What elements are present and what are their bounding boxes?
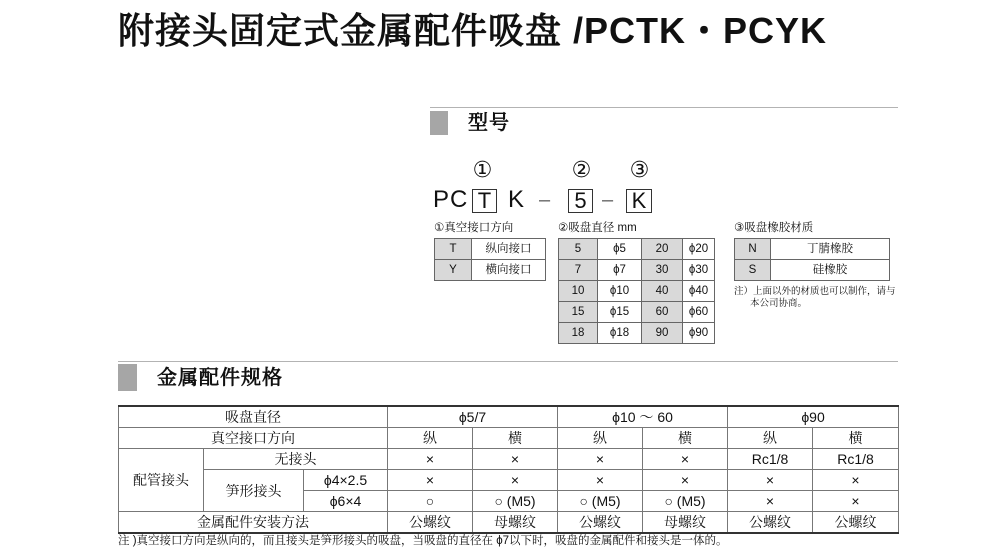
- spec-value-cell: ×: [813, 470, 899, 491]
- direction-cell: 横: [473, 428, 558, 449]
- table-row: [559, 302, 715, 323]
- spec-header-cell: 真空接口方向: [119, 428, 388, 449]
- table-row: [735, 239, 890, 260]
- material-label-cell: 硅橡胶: [771, 260, 890, 281]
- diameter-code-cell: 10: [559, 281, 598, 302]
- diameter-code-cell: 7: [559, 260, 598, 281]
- material-caption: ③吸盘橡胶材质: [734, 222, 814, 234]
- spec-value-cell: ○ (M5): [558, 491, 643, 512]
- material-label-cell: 丁腈橡胶: [771, 239, 890, 260]
- diameter-code-cell: 15: [559, 302, 598, 323]
- spec-value-cell: ×: [558, 470, 643, 491]
- spec-value-cell: ×: [813, 491, 899, 512]
- spec-header-cell: 配管接头: [119, 449, 204, 512]
- spec-header-cell: ϕ4×2.5: [304, 470, 388, 491]
- material-note-line-2: 本公司协商。: [750, 298, 808, 309]
- spec-value-cell: ×: [643, 449, 728, 470]
- spec-value-cell: ×: [473, 449, 558, 470]
- spec-value-cell: 公螺纹: [813, 512, 899, 534]
- code-box-port: T: [472, 189, 497, 213]
- spec-value-cell: ×: [728, 470, 813, 491]
- table-row: [435, 260, 546, 281]
- table-row: [435, 239, 546, 260]
- spec-value-cell: ×: [388, 470, 473, 491]
- page-title: 附接头固定式金属配件吸盘 /PCTK・PCYK: [118, 10, 828, 51]
- direction-cell: 纵: [558, 428, 643, 449]
- spec-row-barb-1: [119, 470, 899, 491]
- pad-diameter-caption: ②吸盘直径 mm: [558, 222, 637, 234]
- spec-value-cell: Rc1/8: [728, 449, 813, 470]
- footnote: 注 )真空接口方向是纵向的，而且接头是笋形接头的吸盘，当吸盘的直径在 ϕ7以下时，吸盘的金属配件和接头是一体的。: [118, 535, 728, 547]
- diameter-code-cell: 40: [642, 281, 683, 302]
- diameter-value-cell: ϕ40: [683, 281, 715, 302]
- spec-header-cell: 无接头: [204, 449, 388, 470]
- model-section-marker: [430, 111, 448, 135]
- fitting-section-marker: [118, 364, 137, 391]
- direction-cell: 纵: [388, 428, 473, 449]
- port-code-cell: T: [435, 239, 472, 260]
- code-marker-1: ①: [472, 158, 493, 183]
- diameter-code-cell: 18: [559, 323, 598, 344]
- model-section-rule: [430, 107, 898, 108]
- spec-row-no-fitting: [119, 449, 899, 470]
- spec-value-cell: 公螺纹: [388, 512, 473, 534]
- code-prefix: PC: [433, 186, 469, 213]
- code-marker-2: ②: [571, 158, 592, 183]
- port-code-cell: Y: [435, 260, 472, 281]
- code-dash: –: [602, 189, 615, 211]
- diameter-code-cell: 90: [642, 323, 683, 344]
- spec-value-cell: ○: [388, 491, 473, 512]
- table-row: [559, 281, 715, 302]
- spec-value-cell: 母螺纹: [473, 512, 558, 534]
- diameter-group-cell: ϕ5/7: [388, 406, 558, 428]
- spec-row-diameter: [119, 406, 899, 428]
- spec-value-cell: ×: [643, 470, 728, 491]
- model-heading: 型号: [468, 112, 510, 134]
- code-dash: –: [539, 189, 552, 211]
- code-fixed-letter: K: [508, 186, 526, 213]
- spec-header-cell: 金属配件安装方法: [119, 512, 388, 534]
- spec-value-cell: 母螺纹: [643, 512, 728, 534]
- spec-row-direction: [119, 428, 899, 449]
- diameter-value-cell: ϕ18: [598, 323, 642, 344]
- diameter-group-cell: ϕ10 ～ 60: [558, 406, 728, 428]
- table-row: [559, 260, 715, 281]
- diameter-code-cell: 30: [642, 260, 683, 281]
- spec-row-mounting: [119, 512, 899, 534]
- fitting-spec-table: [118, 405, 899, 534]
- fitting-section-rule: [118, 361, 898, 362]
- material-code-cell: S: [735, 260, 771, 281]
- fitting-heading: 金属配件规格: [157, 367, 283, 389]
- diameter-code-cell: 20: [642, 239, 683, 260]
- port-label-cell: 横向接口: [472, 260, 546, 281]
- spec-header-cell: 笋形接头: [204, 470, 304, 512]
- spec-value-cell: ×: [728, 491, 813, 512]
- diameter-value-cell: ϕ90: [683, 323, 715, 344]
- table-row: [735, 260, 890, 281]
- diameter-code-cell: 5: [559, 239, 598, 260]
- diameter-value-cell: ϕ15: [598, 302, 642, 323]
- spec-value-cell: 公螺纹: [558, 512, 643, 534]
- spec-value-cell: 公螺纹: [728, 512, 813, 534]
- direction-cell: 纵: [728, 428, 813, 449]
- diameter-value-cell: ϕ60: [683, 302, 715, 323]
- code-box-diameter: 5: [568, 189, 593, 213]
- direction-cell: 横: [643, 428, 728, 449]
- spec-value-cell: ○ (M5): [643, 491, 728, 512]
- diameter-value-cell: ϕ30: [683, 260, 715, 281]
- table-row: [559, 323, 715, 344]
- direction-cell: 横: [813, 428, 899, 449]
- port-direction-caption: ①真空接口方向: [434, 222, 514, 234]
- port-label-cell: 纵向接口: [472, 239, 546, 260]
- diameter-code-cell: 60: [642, 302, 683, 323]
- code-marker-3: ③: [629, 158, 650, 183]
- spec-value-cell: ○ (M5): [473, 491, 558, 512]
- table-row: [559, 239, 715, 260]
- material-note-line-1: 注）上面以外的材质也可以制作，请与: [734, 286, 896, 297]
- diameter-value-cell: ϕ5: [598, 239, 642, 260]
- spec-value-cell: ×: [388, 449, 473, 470]
- spec-header-cell: ϕ6×4: [304, 491, 388, 512]
- diameter-value-cell: ϕ20: [683, 239, 715, 260]
- pad-diameter-table: [558, 238, 715, 344]
- material-note: [734, 286, 896, 310]
- material-table: [734, 238, 890, 281]
- spec-value-cell: Rc1/8: [813, 449, 899, 470]
- port-direction-table: [434, 238, 546, 281]
- material-code-cell: N: [735, 239, 771, 260]
- diameter-group-cell: ϕ90: [728, 406, 899, 428]
- spec-value-cell: ×: [558, 449, 643, 470]
- diameter-value-cell: ϕ7: [598, 260, 642, 281]
- spec-header-cell: 吸盘直径: [119, 406, 388, 428]
- spec-value-cell: ×: [473, 470, 558, 491]
- code-box-material: K: [626, 189, 652, 213]
- diameter-value-cell: ϕ10: [598, 281, 642, 302]
